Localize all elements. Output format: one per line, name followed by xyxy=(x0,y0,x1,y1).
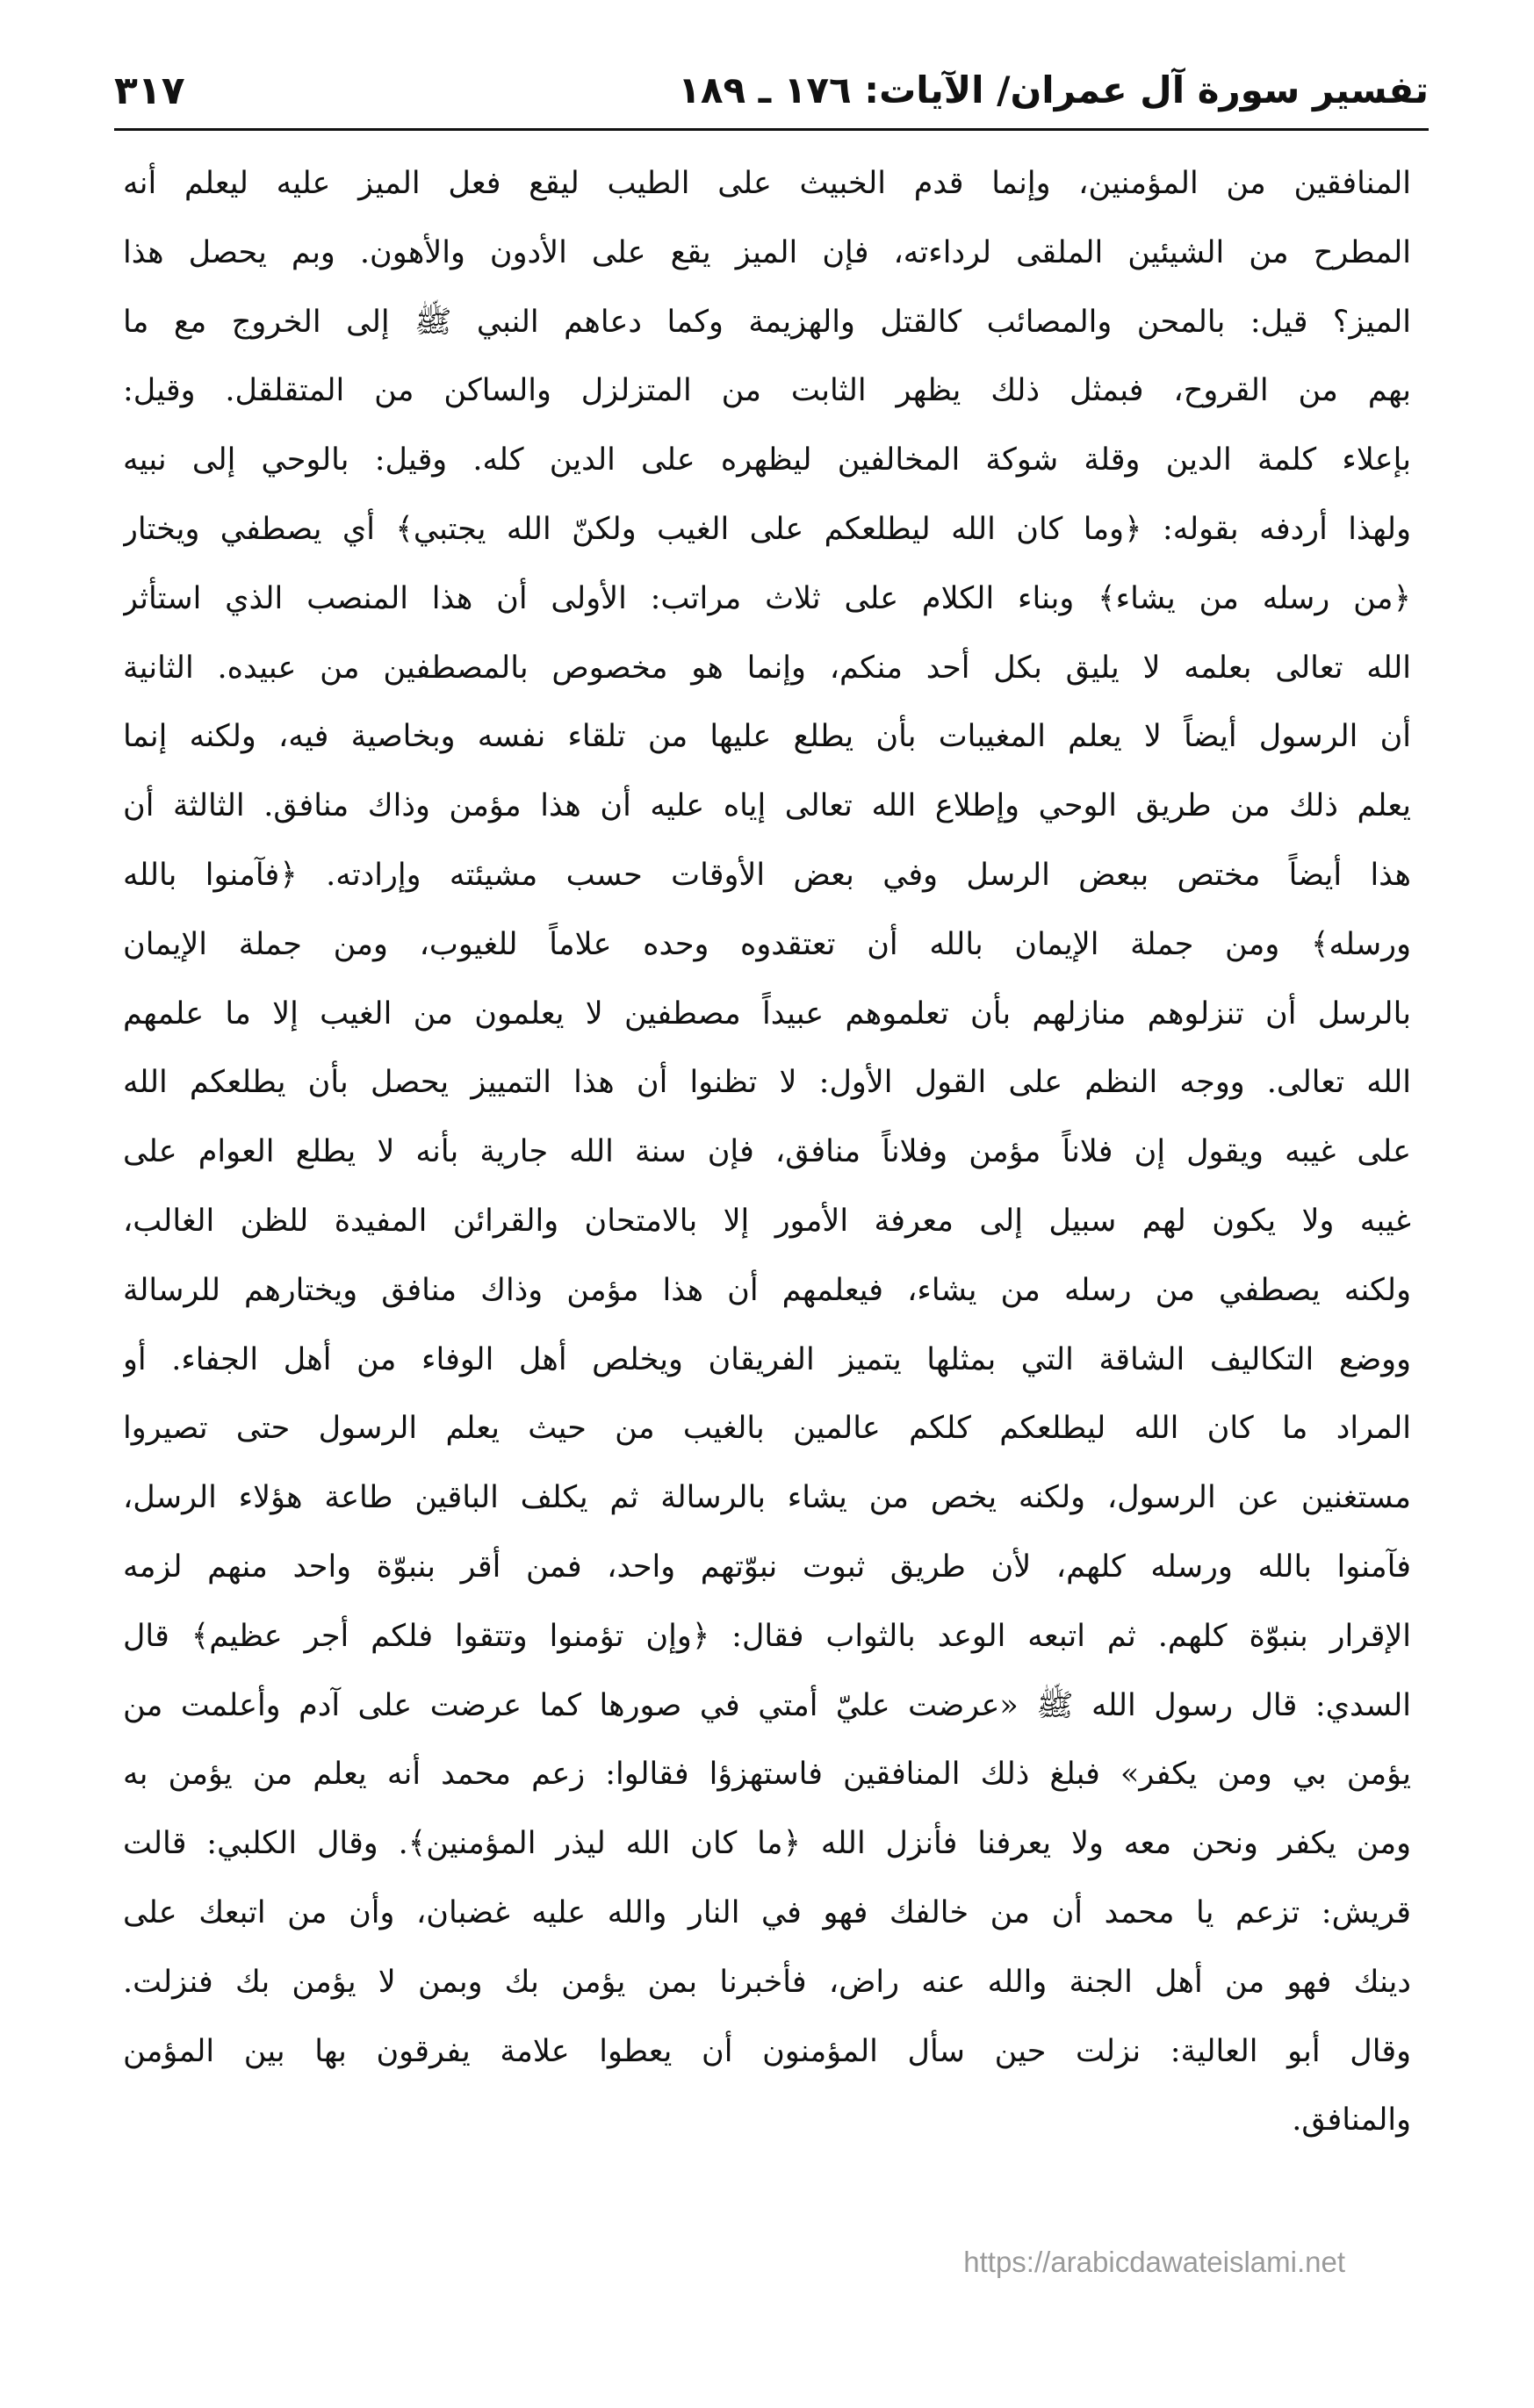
text-line: على غيبه ويقول إن فلاناً مؤمن وفلاناً منافق، فإن سنة الله جارية بأنه لا يطلع العوام على xyxy=(123,1134,1411,1170)
text-line: بإعلاء كلمة الدين وقلة شوكة المخالفين ليظهره على الدين كله. وقيل: بالوحي إلى نبيه xyxy=(123,442,1411,478)
text-line: مستغنين عن الرسول، ولكنه يخص من يشاء بالرسالة ثم يكلف الباقين طاعة هؤلاء الرسل، xyxy=(123,1480,1411,1516)
text-line: فآمنوا بالله ورسله كلهم، لأن طريق ثبوت نبوّتهم واحد، فمن أقر بنبوّة واحد منهم لزمه xyxy=(123,1549,1411,1585)
text-line: المراد ما كان الله ليطلعكم كلكم عالمين بالغيب من حيث يعلم الرسول حتى تصيروا xyxy=(123,1411,1411,1447)
header-rule xyxy=(114,128,1429,131)
text-line: ﴿من رسله من يشاء﴾ وبناء الكلام على ثلاث مراتب: الأولى أن هذا المنصب الذي استأثر xyxy=(123,580,1411,616)
page-number: ٣١٧ xyxy=(114,68,185,113)
text-line: ولهذا أردفه بقوله: ﴿وما كان الله ليطلعكم على الغيب ولكنّ الله يجتبي﴾ أي يصطفي ويختار xyxy=(123,511,1411,547)
text-line: والمنافق. xyxy=(1292,2103,1411,2138)
text-line: ولكنه يصطفي من رسله من يشاء، فيعلمهم أن هذا مؤمن وذاك منافق ويختارهم للرسالة xyxy=(123,1272,1411,1308)
text-line: بالرسل أن تنزلوهم منازلهم بأن تعلموهم عبيداً مصطفين لا يعلمون من الغيب إلا ما علمهم xyxy=(123,996,1411,1031)
text-line: الله تعالى بعلمه لا يليق بكل أحد منكم، وإنما هو مخصوص بالمصطفين من عبيده. الثانية xyxy=(123,650,1411,686)
text-line: يعلم ذلك من طريق الوحي وإطلاع الله تعالى إياه عليه أن هذا مؤمن وذاك منافق. الثالثة أن xyxy=(123,788,1411,824)
source-watermark: https://arabicdawateislami.net xyxy=(963,2246,1345,2278)
text-line: هذا أيضاً مختص ببعض الرسل وفي بعض الأوقات حسب مشيئته وإرادته. ﴿فآمنوا بالله xyxy=(123,857,1411,893)
text-line: وقال أبو العالية: نزلت حين سأل المؤمنون أن يعطوا علامة يفرقون بها بين المؤمن xyxy=(123,2033,1411,2069)
text-line: ومن يكفر ونحن معه ولا يعرفنا فأنزل الله ﴿ما كان الله ليذر المؤمنين﴾. وقال الكلبي: قالت xyxy=(123,1826,1411,1862)
text-line: المنافقين من المؤمنين، وإنما قدم الخبيث على الطيب ليقع فعل الميز عليه ليعلم أنه xyxy=(123,166,1411,201)
text-line: قريش: تزعم يا محمد أن من خالفك فهو في النار والله عليه غضبان، وأن من اتبعك على xyxy=(123,1894,1411,1930)
text-line: دينك فهو من أهل الجنة والله عنه راض، فأخبرنا بمن يؤمن بك وبمن لا يؤمن بك فنزلت. xyxy=(123,1964,1411,2000)
text-line: المطرح من الشيئين الملقى لرداءته، فإن الميز يقع على الأدون والأهون. وبم يحصل هذا xyxy=(123,234,1411,270)
text-line: الله تعالى. ووجه النظم على القول الأول: لا تظنوا أن هذا التمييز يحصل بأن يطلعكم الله xyxy=(123,1065,1411,1101)
text-line: غيبه ولا يكون لهم سبيل إلى معرفة الأمور إلا بالامتحان والقرائن المفيدة للظن الغالب، xyxy=(123,1203,1411,1239)
text-line: يؤمن بي ومن يكفر» فبلغ ذلك المنافقين فاستهزؤا فقالوا: زعم محمد أنه يعلم من يؤمن به xyxy=(123,1757,1411,1793)
text-line: ووضع التكاليف الشاقة التي بمثلها يتميز الفريقان ويخلص أهل الوفاء من أهل الجفاء. أو xyxy=(123,1341,1411,1377)
running-title: تفسير سورة آل عمران/ الآيات: ١٧٦ ـ ١٨٩ xyxy=(678,68,1429,111)
text-line: الميز؟ قيل: بالمحن والمصائب كالقتل والهزيمة وكما دعاهم النبي ﷺ إلى الخروج مع ما xyxy=(123,304,1411,340)
text-line: أن الرسول أيضاً لا يعلم المغيبات بأن يطلع عليها من تلقاء نفسه وبخاصية فيه، ولكنه إنما xyxy=(123,719,1411,755)
page-header xyxy=(114,53,1429,132)
text-line: بهم من القروح، فبمثل ذلك يظهر الثابت من المتزلزل والساكن من المتقلقل. وقيل: xyxy=(123,373,1411,409)
body-text xyxy=(123,149,1411,2155)
text-line: الإقرار بنبوّة كلهم. ثم اتبعه الوعد بالثواب فقال: ﴿وإن تؤمنوا وتتقوا فلكم أجر عظيم﴾ قال xyxy=(123,1618,1411,1654)
text-line: السدي: قال رسول الله ﷺ «عرضت عليّ أمتي في صورها كما عرضت على آدم وأعلمت من xyxy=(123,1687,1411,1723)
text-line: ورسله﴾ ومن جملة الإيمان بالله أن تعتقدوه وحده علاماً للغيوب، ومن جملة الإيمان xyxy=(123,926,1411,962)
